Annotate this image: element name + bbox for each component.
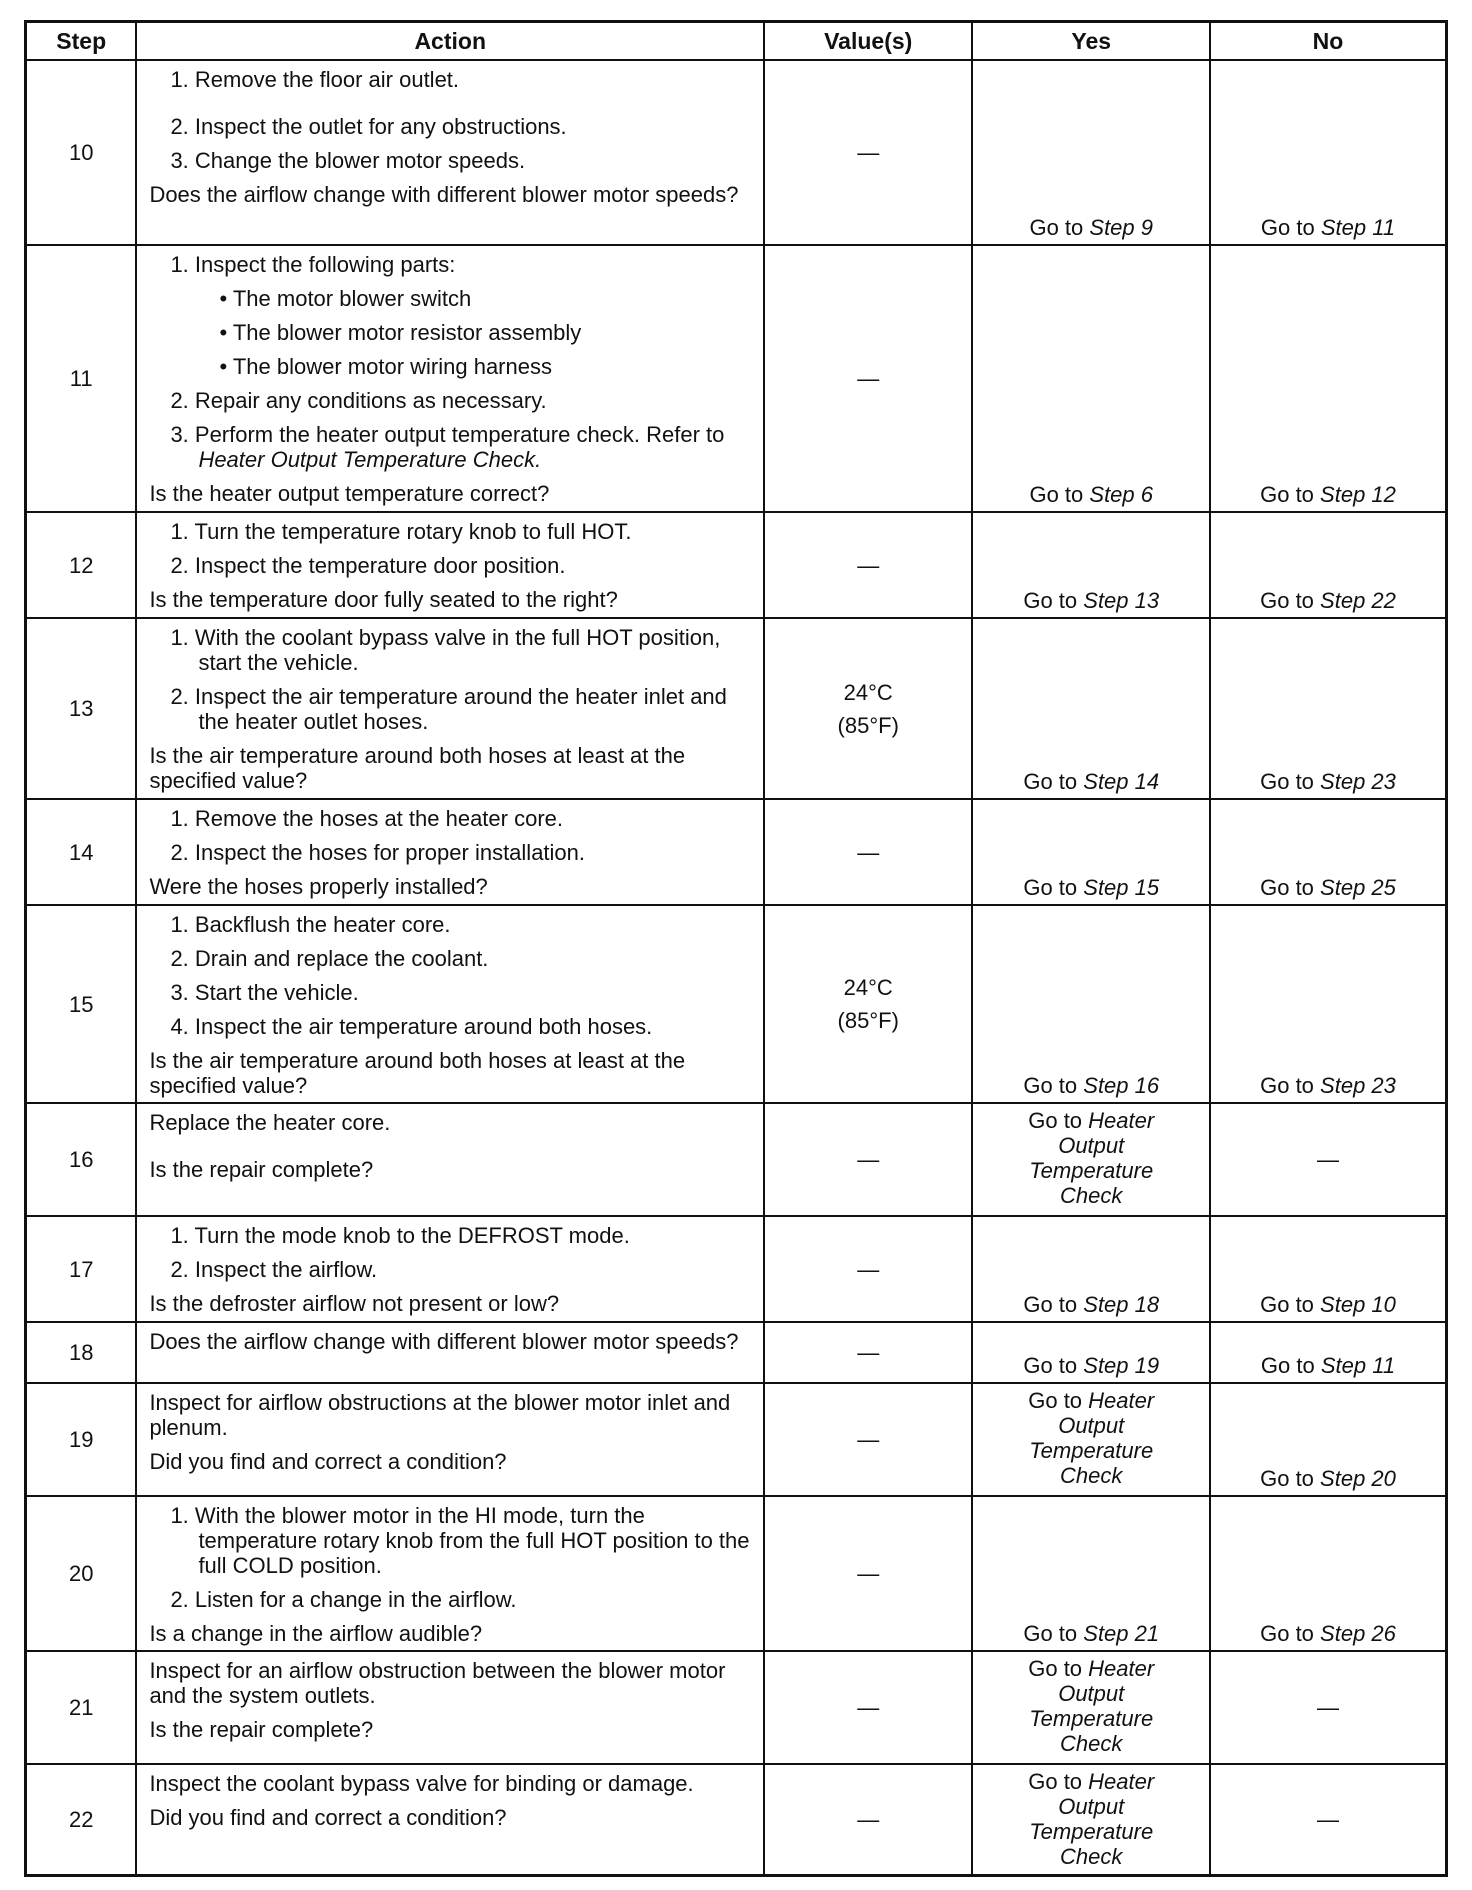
action-item: 2. Repair any conditions as necessary. xyxy=(170,388,547,413)
action-question: Is the air temperature around both hoses at least at the specified value? xyxy=(149,743,686,793)
no-cell xyxy=(1210,1764,1446,1875)
table-row-step-12 xyxy=(26,512,1447,618)
header-values: Value(s) xyxy=(764,22,972,61)
action-cell xyxy=(136,1496,764,1651)
value-fahrenheit: (85°F) xyxy=(837,1008,899,1033)
goto-target: Step 15 xyxy=(1083,875,1160,900)
yes-cell xyxy=(972,1651,1210,1764)
step-number: 14 xyxy=(26,799,137,905)
value-cell xyxy=(764,1322,972,1383)
header-no: No xyxy=(1210,22,1446,61)
goto-target: Step 14 xyxy=(1083,769,1160,794)
goto-prefix: Go to xyxy=(1260,1292,1314,1317)
action-item: 2. Inspect the temperature door position. xyxy=(170,553,566,578)
action-item: 2. Listen for a change in the airflow. xyxy=(170,1587,517,1612)
table-row-step-11 xyxy=(26,245,1447,512)
step-number: 15 xyxy=(26,905,137,1103)
goto-prefix: Go to xyxy=(1023,1353,1078,1378)
action-text: Replace the heater core. xyxy=(149,1110,391,1135)
value-dash: — xyxy=(857,839,880,865)
yes-cell xyxy=(972,1383,1210,1496)
action-cell xyxy=(136,1322,764,1383)
yes-cell xyxy=(972,799,1210,905)
action-item: 2. Inspect the airflow. xyxy=(170,1257,378,1282)
value-celsius: 24°C xyxy=(843,679,893,705)
value-cell xyxy=(764,1216,972,1322)
value-dash: — xyxy=(857,1695,880,1720)
goto-prefix: Go to xyxy=(1260,1353,1315,1378)
value-dash: — xyxy=(857,552,880,578)
value-dash: — xyxy=(857,1147,880,1172)
reference-link[interactable]: Heater Output Temperature Check. xyxy=(198,447,542,472)
goto-target: Temperature xyxy=(1029,1706,1154,1731)
action-question: Is the repair complete? xyxy=(149,1157,374,1182)
goto-target: Step 13 xyxy=(1083,588,1160,613)
action-text: Inspect for an airflow obstruction between the blower motor and the system outlets. xyxy=(149,1658,726,1708)
no-cell xyxy=(1210,512,1446,618)
action-cell xyxy=(136,1216,764,1322)
no-cell xyxy=(1210,1383,1446,1496)
value-cell xyxy=(764,1764,972,1875)
step-number: 19 xyxy=(26,1383,137,1496)
action-cell xyxy=(136,799,764,905)
action-bullet: • The blower motor wiring harness xyxy=(219,354,552,379)
goto-prefix: Go to xyxy=(1028,1388,1083,1413)
table-row-step-22 xyxy=(26,1764,1447,1875)
action-item: 1. With the coolant bypass valve in the full HOT position, start the vehicle. xyxy=(170,625,721,675)
action-question: Is the temperature door fully seated to the right? xyxy=(149,587,618,612)
action-question: Is the air temperature around both hoses at least at the specified value? xyxy=(149,1048,686,1098)
goto-heater-line1 xyxy=(973,1388,1209,1413)
goto-target: Step 23 xyxy=(1320,1073,1396,1098)
no-cell xyxy=(1210,60,1446,245)
goto-target: Step 21 xyxy=(1083,1621,1160,1646)
step-number: 10 xyxy=(26,60,137,245)
action-question: Is the defroster airflow not present or low? xyxy=(149,1291,560,1316)
goto-prefix: Go to xyxy=(1260,1621,1314,1646)
no-cell xyxy=(1210,1216,1446,1322)
yes-cell xyxy=(972,512,1210,618)
action-question: Did you find and correct a condition? xyxy=(149,1449,507,1474)
goto-target: Check xyxy=(1060,1463,1123,1488)
goto-target: Step 20 xyxy=(1320,1466,1396,1491)
goto-target: Output xyxy=(1058,1413,1125,1438)
goto-target: Temperature xyxy=(1029,1438,1154,1463)
action-cell xyxy=(136,618,764,799)
action-bullet: • The blower motor resistor assembly xyxy=(219,320,582,345)
action-question: Does the airflow change with different blower motor speeds? xyxy=(149,182,739,207)
value-celsius: 24°C xyxy=(843,975,893,1000)
goto-target: Heater xyxy=(1088,1108,1155,1133)
goto-target: Step 26 xyxy=(1320,1621,1396,1646)
action-cell xyxy=(136,905,764,1103)
goto-target: Output xyxy=(1058,1681,1125,1706)
goto-target: Step 6 xyxy=(1089,482,1153,507)
step-number: 17 xyxy=(26,1216,137,1322)
header-step: Step xyxy=(26,22,137,61)
goto-target: Step 9 xyxy=(1089,215,1153,240)
value-dash: — xyxy=(857,140,880,165)
no-cell xyxy=(1210,1651,1446,1764)
no-dash: — xyxy=(1317,1695,1339,1720)
goto-prefix: Go to xyxy=(1028,1108,1083,1133)
goto-target: Output xyxy=(1058,1794,1125,1819)
goto-prefix: Go to xyxy=(1028,1656,1083,1681)
step-number: 20 xyxy=(26,1496,137,1651)
action-cell xyxy=(136,512,764,618)
action-item: 1. Inspect the following parts: xyxy=(170,252,456,277)
goto-target: Check xyxy=(1060,1731,1123,1756)
goto-prefix: Go to xyxy=(1260,1073,1314,1098)
goto-target: Heater xyxy=(1088,1769,1155,1794)
goto-target: Temperature xyxy=(1029,1158,1154,1183)
goto-target: Check xyxy=(1060,1183,1123,1208)
step-number: 22 xyxy=(26,1764,137,1875)
no-cell xyxy=(1210,618,1446,799)
no-dash: — xyxy=(1317,1147,1339,1172)
table-row-step-14 xyxy=(26,799,1447,905)
header-action: Action xyxy=(136,22,764,61)
value-cell xyxy=(764,245,972,512)
value-dash: — xyxy=(857,1340,880,1365)
value-cell xyxy=(764,618,972,799)
table-row-step-17 xyxy=(26,1216,1447,1322)
goto-prefix: Go to xyxy=(1023,1073,1078,1098)
step-number: 12 xyxy=(26,512,137,618)
action-cell xyxy=(136,60,764,245)
goto-target: Step 12 xyxy=(1320,482,1396,507)
action-text: Inspect the coolant bypass valve for binding or damage. xyxy=(149,1771,694,1796)
action-item: 1. Turn the temperature rotary knob to full HOT. xyxy=(170,519,632,544)
no-cell xyxy=(1210,799,1446,905)
goto-heater-line1 xyxy=(973,1769,1209,1794)
action-cell xyxy=(136,1103,764,1216)
value-cell xyxy=(764,60,972,245)
goto-prefix: Go to xyxy=(1260,215,1315,240)
goto-prefix: Go to xyxy=(1029,215,1084,240)
goto-prefix: Go to xyxy=(1260,769,1314,794)
goto-target: Step 23 xyxy=(1320,769,1396,794)
goto-prefix: Go to xyxy=(1260,588,1314,613)
goto-target: Step 18 xyxy=(1083,1292,1160,1317)
no-cell xyxy=(1210,1496,1446,1651)
value-cell xyxy=(764,1651,972,1764)
step-number: 11 xyxy=(26,245,137,512)
diagnostic-table xyxy=(24,20,1448,1877)
action-item: 2. Inspect the outlet for any obstructions. xyxy=(170,114,567,139)
action-item: 2. Inspect the air temperature around the heater inlet and the heater outlet hoses. xyxy=(170,684,727,734)
value-cell xyxy=(764,1496,972,1651)
action-cell xyxy=(136,1651,764,1764)
goto-prefix: Go to xyxy=(1023,875,1078,900)
action-item: 2. Drain and replace the coolant. xyxy=(170,946,489,971)
goto-prefix: Go to xyxy=(1260,875,1314,900)
action-question: Does the airflow change with different blower motor speeds? xyxy=(149,1329,739,1354)
goto-prefix: Go to xyxy=(1023,588,1078,613)
table-row-step-20 xyxy=(26,1496,1447,1651)
action-question: Is the heater output temperature correct? xyxy=(149,481,550,506)
value-cell xyxy=(764,1103,972,1216)
action-item: 1. With the blower motor in the HI mode, turn the temperature rotary knob from the full HOT position to the full COLD position. xyxy=(170,1503,750,1578)
value-fahrenheit: (85°F) xyxy=(837,712,899,738)
table-header xyxy=(26,22,1447,61)
table-row-step-18 xyxy=(26,1322,1447,1383)
step-number: 18 xyxy=(26,1322,137,1383)
action-item: 4. Inspect the air temperature around both hoses. xyxy=(170,1014,653,1039)
action-item: 1. Remove the hoses at the heater core. xyxy=(170,806,563,831)
no-cell xyxy=(1210,905,1446,1103)
table-row-step-10 xyxy=(26,60,1447,245)
table-row-step-15 xyxy=(26,905,1447,1103)
action-cell xyxy=(136,1764,764,1875)
goto-prefix: Go to xyxy=(1260,1466,1314,1491)
yes-cell xyxy=(972,905,1210,1103)
step-number: 16 xyxy=(26,1103,137,1216)
goto-target: Step 11 xyxy=(1320,215,1396,240)
value-dash: — xyxy=(857,366,880,391)
goto-prefix: Go to xyxy=(1023,1621,1078,1646)
yes-cell xyxy=(972,1216,1210,1322)
step-number: 13 xyxy=(26,618,137,799)
goto-target: Step 16 xyxy=(1083,1073,1160,1098)
value-dash: — xyxy=(857,1427,880,1452)
step-number: 21 xyxy=(26,1651,137,1764)
action-item: 1. Remove the floor air outlet. xyxy=(170,67,460,92)
yes-cell xyxy=(972,1496,1210,1651)
action-question: Is the repair complete? xyxy=(149,1717,374,1742)
goto-target: Step 25 xyxy=(1320,875,1396,900)
no-cell xyxy=(1210,1322,1446,1383)
goto-target: Step 22 xyxy=(1320,588,1396,613)
goto-target: Step 10 xyxy=(1320,1292,1396,1317)
table-row-step-16 xyxy=(26,1103,1447,1216)
action-item xyxy=(149,422,753,472)
goto-heater-line1 xyxy=(973,1108,1209,1133)
action-cell xyxy=(136,245,764,512)
yes-cell xyxy=(972,245,1210,512)
yes-cell xyxy=(972,1764,1210,1875)
goto-target: Heater xyxy=(1088,1388,1155,1413)
goto-prefix: Go to xyxy=(1023,769,1078,794)
goto-target: Heater xyxy=(1088,1656,1155,1681)
goto-target: Step 19 xyxy=(1083,1353,1160,1378)
action-question: Were the hoses properly installed? xyxy=(149,874,488,899)
action-item: 3. Change the blower motor speeds. xyxy=(170,148,526,173)
goto-prefix: Go to xyxy=(1023,1292,1078,1317)
action-bullet: • The motor blower switch xyxy=(219,286,472,311)
value-cell xyxy=(764,1383,972,1496)
action-cell xyxy=(136,1383,764,1496)
yes-cell xyxy=(972,60,1210,245)
goto-target: Output xyxy=(1058,1133,1125,1158)
action-item-text: 3. Perform the heater output temperature check. Refer to xyxy=(170,422,725,447)
value-cell xyxy=(764,799,972,905)
header-row xyxy=(26,22,1447,61)
goto-prefix: Go to xyxy=(1028,1769,1083,1794)
value-dash: — xyxy=(857,1561,880,1586)
header-yes: Yes xyxy=(972,22,1210,61)
action-item: 1. Backflush the heater core. xyxy=(170,912,451,937)
no-dash: — xyxy=(1317,1806,1339,1832)
value-cell xyxy=(764,512,972,618)
goto-prefix: Go to xyxy=(1260,482,1314,507)
goto-prefix: Go to xyxy=(1029,482,1084,507)
value-dash: — xyxy=(857,1806,880,1832)
action-question: Did you find and correct a condition? xyxy=(149,1805,507,1830)
no-cell xyxy=(1210,245,1446,512)
table-row-step-21 xyxy=(26,1651,1447,1764)
no-cell xyxy=(1210,1103,1446,1216)
action-text: Inspect for airflow obstructions at the blower motor inlet and plenum. xyxy=(149,1390,731,1440)
goto-target: Check xyxy=(1060,1844,1123,1869)
goto-target: Temperature xyxy=(1029,1819,1154,1844)
spacer xyxy=(149,1135,753,1157)
goto-target: Step 11 xyxy=(1320,1353,1396,1378)
value-cell xyxy=(764,905,972,1103)
yes-cell xyxy=(972,618,1210,799)
goto-heater-line1 xyxy=(973,1656,1209,1681)
action-item: 1. Turn the mode knob to the DEFROST mode. xyxy=(170,1223,630,1248)
yes-cell xyxy=(972,1322,1210,1383)
table-row-step-19 xyxy=(26,1383,1447,1496)
table-row-step-13 xyxy=(26,618,1447,799)
yes-cell xyxy=(972,1103,1210,1216)
value-dash: — xyxy=(857,1256,880,1282)
action-question: Is a change in the airflow audible? xyxy=(149,1621,483,1646)
action-item: 2. Inspect the hoses for proper installation. xyxy=(170,840,586,865)
action-item: 3. Start the vehicle. xyxy=(170,980,359,1005)
